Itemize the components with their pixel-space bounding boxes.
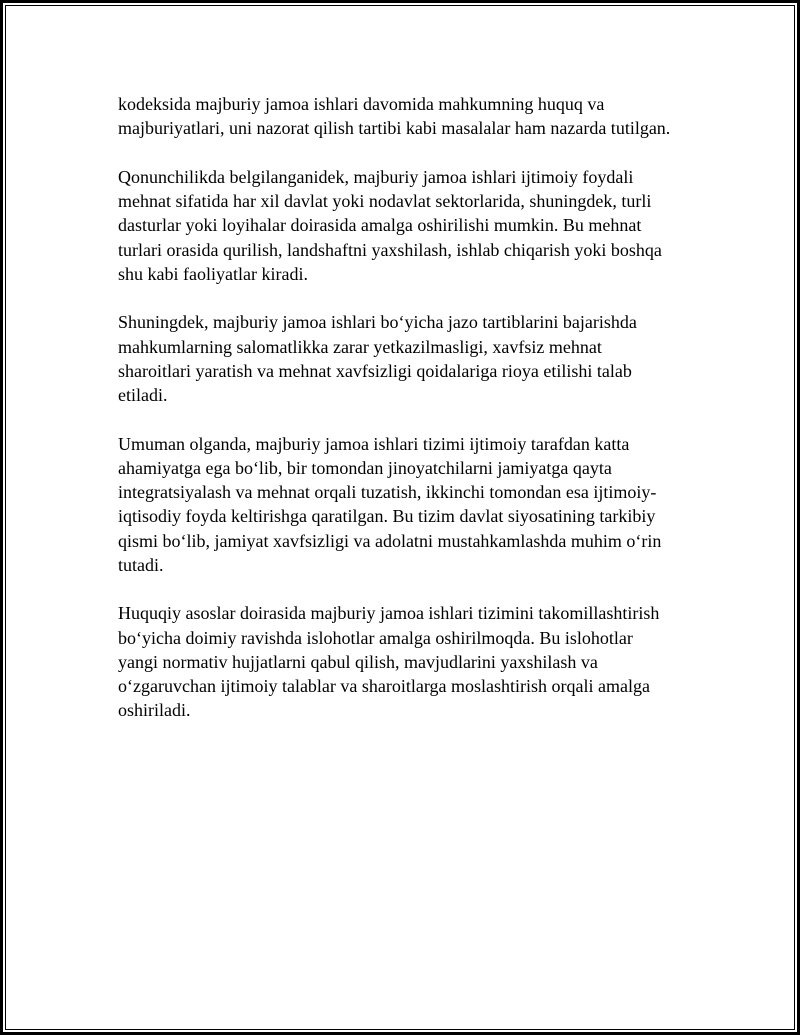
text-line: sharoitlari yaratish va mehnat xavfsizligi qoidalariga rioya etilishi talab: [118, 360, 632, 381]
paragraph: [118, 432, 670, 578]
text-line: oshiriladi.: [118, 700, 191, 721]
text-line: bo‘yicha doimiy ravishda islohotlar amalga oshirilmoqda. Bu islohotlar: [118, 627, 633, 648]
text-line: Huquqiy asoslar doirasida majburiy jamoa ishlari tizimini takomillashtirish: [118, 603, 660, 624]
text-line: Umuman olganda, majburiy jamoa ishlari tizimi ijtimoiy tarafdan katta: [118, 433, 630, 454]
paragraph: [118, 601, 670, 722]
text-line: qismi bo‘lib, jamiyat xavfsizligi va adolatni mustahkamlashda muhim o‘rin: [118, 530, 662, 551]
text-line: mehnat sifatida har xil davlat yoki nodavlat sektorlarida, shuningdek, turli: [118, 191, 652, 211]
text-line: shu kabi faoliyatlar kiradi.: [118, 263, 308, 284]
text-line: ahamiyatga ega bo‘lib, bir tomondan jinoyatchilarni jamiyatga qayta: [118, 457, 612, 478]
text-line: mahkumlarning salomatlikka zarar yetkazilmasligi, xavfsiz mehnat: [118, 336, 602, 357]
text-line: dasturlar yoki loyihalar doirasida amalga oshirilishi mumkin. Bu mehnat: [118, 215, 642, 236]
document-body: [118, 92, 670, 747]
paragraph: [118, 92, 670, 141]
text-line: yangi normativ hujjatlarni qabul qilish, mavjudlarini yaxshilash va: [118, 651, 598, 672]
text-line: etiladi.: [118, 385, 168, 405]
text-line: integratsiyalash va mehnat orqali tuzatish, ikkinchi tomondan esa ijtimoiy-: [118, 482, 657, 502]
text-line: turlari orasida qurilish, landshaftni yaxshilash, ishlab chiqarish yoki boshqa: [118, 239, 662, 260]
text-line: o‘zgaruvchan ijtimoiy talablar va sharoitlarga moslashtirish orqali amalga: [118, 676, 651, 696]
paragraph: [118, 310, 670, 407]
text-line: majburiyatlari, uni nazorat qilish tartibi kabi masalalar ham nazarda tutilgan.: [118, 118, 671, 139]
text-line: Shuningdek, majburiy jamoa ishlari bo‘yicha jazo tartiblarini bajarishda: [118, 312, 637, 333]
text-line: Qonunchilikda belgilanganidek, majburiy jamoa ishlari ijtimoiy foydali: [118, 166, 634, 187]
text-line: kodeksida majburiy jamoa ishlari davomida mahkumning huquq va: [118, 94, 605, 114]
text-line: tutadi.: [118, 554, 164, 575]
paragraph: [118, 165, 670, 286]
text-line: iqtisodiy foyda keltirishga qaratilgan. Bu tizim davlat siyosatining tarkibiy: [118, 506, 656, 527]
